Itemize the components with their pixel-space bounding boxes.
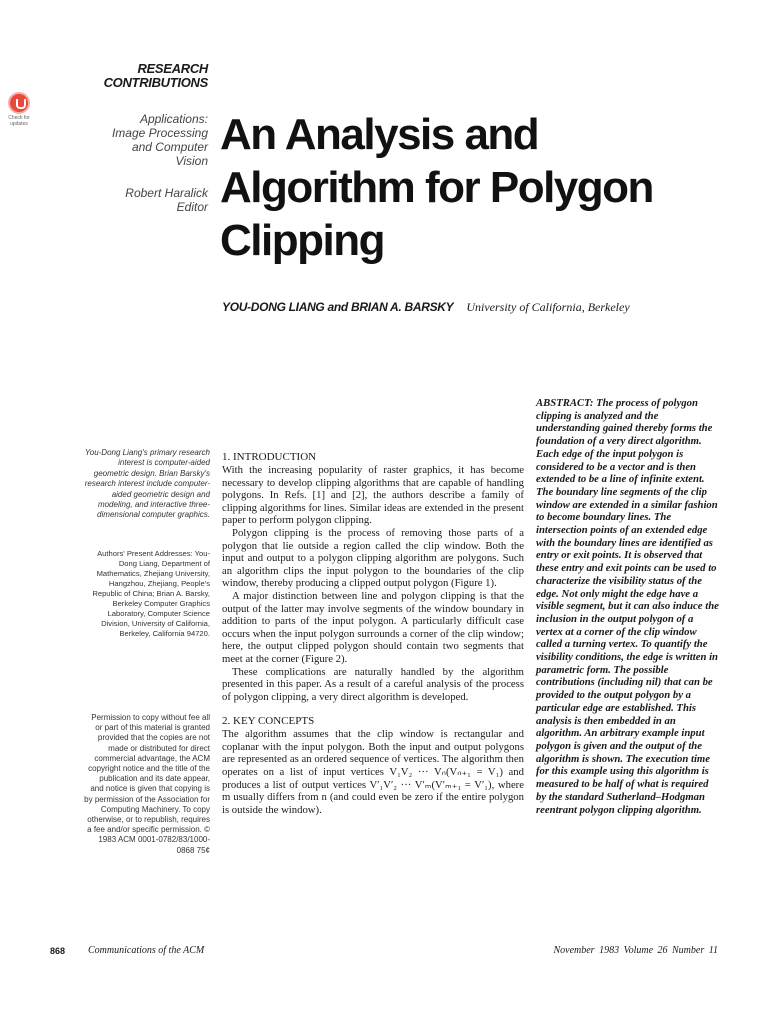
badge-label-line: updates	[10, 121, 28, 127]
paragraph: A major distinction between line and polygon clipping is that the output of the latter may involve segments of the window boundary in addition to parts of the input polygon. A particularly difficult case occurs when the input polygon surrounds a corner of the clip window; here, the output clipped polygon should contain two segments that meet at the corner (Figure 2).	[222, 589, 524, 665]
author-bio	[84, 448, 210, 521]
department	[90, 112, 208, 168]
affiliation: University of California, Berkeley	[466, 300, 630, 314]
author-names: YOU-DONG LIANG and BRIAN A. BARSKY	[222, 300, 454, 314]
paragraph: With the increasing popularity of raster graphics, it has become necessary to develop clipping algorithms that are capable of handling polygons. In Refs. [1] and [2], the authors describe a family of clipping algorithms for lines. Similar ideas are extended in the present paper to perform polygon clipping.	[222, 464, 524, 527]
department-line: Applications:	[139, 112, 208, 126]
paragraph: Polygon clipping is the process of removing those parts of a polygon that lie outside a region called the clip window. Both the input and output to a polygon clipping algorithm are polygons. Such an algorithm clips the input polygon to the boundaries of the clip window, thereby producing a clipped output polygon (Figure 1).	[222, 526, 524, 590]
check-for-updates-icon	[8, 92, 30, 114]
badge-label	[4, 115, 34, 127]
section-heading: 2. KEY CONCEPTS	[222, 715, 315, 728]
author-addresses	[84, 549, 210, 639]
issue-info: November 1983 Volume 26 Number 11	[553, 945, 718, 956]
department-line: Image Processing	[111, 126, 208, 140]
check-for-updates-badge[interactable]	[4, 92, 34, 127]
department-line: and Computer	[131, 140, 208, 154]
badge-label-line: Check for	[8, 115, 30, 121]
section-tag-line: CONTRIBUTIONS	[103, 75, 208, 90]
title-line: An Analysis and	[220, 110, 539, 159]
title-line: Algorithm for Polygon	[220, 163, 653, 212]
editor-role: Editor	[176, 200, 208, 214]
paper-title	[220, 108, 700, 267]
title-line: Clipping	[220, 216, 384, 265]
section-heading: 1. INTRODUCTION	[222, 451, 317, 463]
editor-credit	[90, 186, 208, 214]
section-tag	[90, 62, 208, 90]
author-line	[222, 300, 742, 315]
abstract	[536, 397, 720, 816]
body-column	[222, 451, 524, 816]
paragraph: The algorithm assumes that the clip window is rectangular and coplanar with the input polygon. Both the input and output polygons are represented as an ordered sequence of vertices. The algorithm then operates on a list of input vertices V₁V₂ ··· Vₙ(Vₙ₊₁ = V₁) and produces a list of output vertices V′₁V′₂ ··· V′ₘ(V′ₘ₊₁ = V′₁), where m usually differs from n (and could even be zero if the entire polygon is outside the window).	[222, 728, 524, 816]
department-line: Vision	[175, 154, 208, 168]
copyright-notice	[84, 713, 210, 856]
author-bio-text: You-Dong Liang's primary research interest is computer-aided geometric design. Brian Barsky's research interest include computer-aided geometric design and modeling, and interactive three-dimensional computer graphics.	[84, 448, 210, 520]
section-tag-line: RESEARCH	[137, 61, 208, 76]
page-number: 868	[50, 946, 66, 956]
abstract-text: ABSTRACT: The process of polygon clipping is analyzed and the understanding gained thereby forms the foundation of a very direct algorithm. Each edge of the input polygon is considered to be a vector and is then extended to be a line of infinite extent. The boundary line segments of the clip window are extended in a similar fashion to become boundary lines. The intersection points of an extended edge with the boundary lines are identified as entry or exit points. It is observed that these entry and exit points can be used to characterize the visibility status of the edge. Not only might the edge have a visible segment, but it can also induce the inclusion in the output polygon of a vertex at a corner of the clip window called a turning vertex. To quantify the visibility conditions, the edge is written in parametric form. The possible contributions (including nil) that can be provided to the output polygon by a particular edge are established. This analysis is then embedded in an algorithm. An arbitrary example input polygon is given and the output of the algorithm is shown. The execution time for this example using this algorithm is measured to be half of what is required by the standard Sutherland–Hodgman reentrant polygon clipping algorithm.	[536, 397, 719, 816]
copyright-notice-text: Permission to copy without fee all or part of this material is granted provided that the copies are not made or distributed for direct commercial advantage, the ACM copyright notice and the title of the publication and its date appear, and notice is given that copying is by permission of the Association for Computing Machinery. To copy otherwise, or to republish, requires a fee and/or specific permission. © 1983 ACM 0001-0782/83/1000-0868 75¢	[84, 713, 210, 855]
paragraph: These complications are naturally handled by the algorithm presented in this paper. As a result of a careful analysis of the process of polygon clipping, a very direct algorithm is developed.	[222, 665, 524, 703]
editor-name: Robert Haralick	[125, 186, 208, 200]
journal-name: Communications of the ACM	[88, 945, 205, 956]
author-addresses-text: Authors' Present Addresses: You-Dong Liang, Department of Mathematics, Zhejiang University, Hangzhou, Zhejiang, People's Republic of China; Brian A. Barsky, Berkeley Computer Graphics Laboratory, Computer Science Division, University of California, Berkeley, California 94720.	[92, 549, 210, 638]
